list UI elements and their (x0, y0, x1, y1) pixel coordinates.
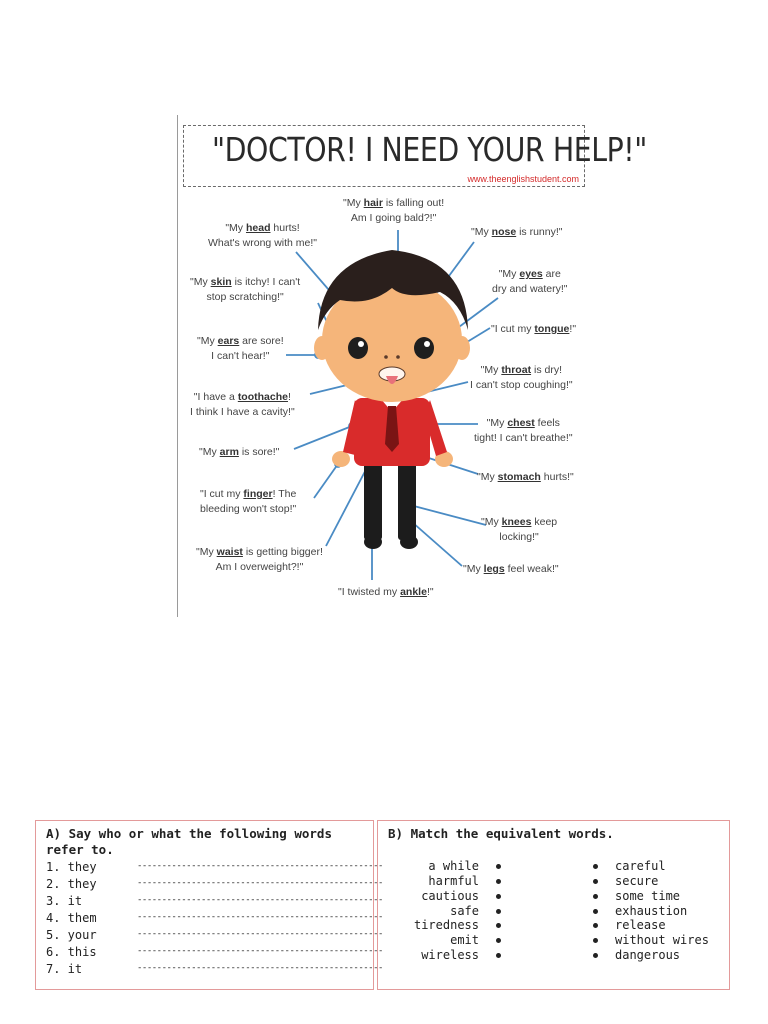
match-left-dot-3[interactable] (496, 894, 501, 899)
label-skin: "My skin is itchy! I can't stop scratching!" (190, 276, 301, 303)
exercise-a-item-1: 1. they (46, 860, 97, 874)
label-arm: "My arm is sore!" (199, 446, 280, 458)
match-right-dot-2[interactable] (593, 879, 598, 884)
match-right-word-1: careful (615, 859, 666, 873)
match-left-word-4: safe (450, 904, 479, 918)
exercise-a-item-5: 5. your (46, 928, 97, 942)
label-ankle: "I twisted my ankle!" (338, 586, 434, 598)
match-left-dot-4[interactable] (496, 909, 501, 914)
match-left-word-2: harmful (428, 874, 479, 888)
label-head: "My head hurts! What's wrong with me!" (208, 222, 318, 249)
match-right-word-3: some time (615, 889, 681, 903)
answer-blank-5[interactable]: -------------------------------------------------- (137, 929, 383, 939)
match-left-word-5: tiredness (413, 918, 479, 932)
exercise-a-item-3: 3. it (46, 894, 83, 908)
label-throat: "My throat is dry! I can't stop coughing!" (470, 364, 573, 391)
match-right-word-4: exhaustion (615, 904, 688, 918)
exercise-b-heading: B) Match the equivalent words. (388, 826, 614, 841)
match-left-dot-5[interactable] (496, 923, 501, 928)
answer-blank-6[interactable]: -------------------------------------------------- (137, 946, 383, 956)
label-chest: "My chest feels tight! I can't breathe!" (474, 417, 573, 444)
label-tongue: "I cut my tongue!" (491, 323, 577, 335)
match-left-word-6: emit (450, 933, 479, 947)
label-toothache: "I have a toothache! I think I have a cavity!" (190, 391, 295, 418)
exercise-a-item-6: 6. this (46, 945, 97, 959)
label-legs: "My legs feel weak!" (463, 563, 559, 575)
exercise-a-item-7: 7. it (46, 962, 83, 976)
label-stomach: "My stomach hurts!" (477, 471, 574, 483)
answer-blank-3[interactable]: -------------------------------------------------- (137, 895, 383, 905)
poster-website: www.theenglishstudent.com (467, 174, 579, 184)
answer-blank-7[interactable]: -------------------------------------------------- (137, 963, 383, 973)
answer-blank-2[interactable]: -------------------------------------------------- (137, 878, 383, 888)
match-left-word-7: wireless (421, 948, 479, 962)
poster-title-box (183, 125, 647, 187)
match-right-dot-6[interactable] (593, 938, 598, 943)
label-nose: "My nose is runny!" (471, 226, 563, 238)
answer-blank-1[interactable]: -------------------------------------------------- (137, 861, 383, 871)
match-left-dot-1[interactable] (496, 864, 501, 869)
match-left-dot-6[interactable] (496, 938, 501, 943)
match-left-dot-7[interactable] (496, 953, 501, 958)
match-left-word-3: cautious (421, 889, 479, 903)
exercise-a-item-2: 2. they (46, 877, 97, 891)
match-right-word-6: without wires (615, 933, 709, 947)
label-knees: "My knees keep locking!" (481, 516, 558, 543)
match-right-dot-3[interactable] (593, 894, 598, 899)
label-ears: "My ears are sore! I can't hear!" (197, 335, 284, 362)
exercise-a-box (35, 820, 383, 990)
label-finger: "I cut my finger! The bleeding won't stop!" (200, 488, 297, 515)
answer-blank-4[interactable]: -------------------------------------------------- (137, 912, 383, 922)
poster-title: "DOCTOR! I NEED YOUR HELP!" (212, 130, 647, 169)
exercise-a-heading: A) Say who or what the following words refer to. (46, 826, 332, 857)
match-right-dot-1[interactable] (593, 864, 598, 869)
label-waist: "My waist is getting bigger! Am I overweight?!" (196, 546, 323, 573)
match-right-dot-5[interactable] (593, 923, 598, 928)
match-left-word-1: a while (428, 859, 479, 873)
match-right-word-5: release (615, 918, 666, 932)
exercise-a-item-4: 4. them (46, 911, 97, 925)
match-right-word-2: secure (615, 874, 659, 888)
match-right-dot-7[interactable] (593, 953, 598, 958)
match-right-word-7: dangerous (615, 948, 681, 962)
label-hair: "My hair is falling out! Am I going bald?!" (343, 197, 445, 224)
exercise-b-box (377, 820, 730, 990)
match-left-dot-2[interactable] (496, 879, 501, 884)
label-eyes: "My eyes are dry and watery!" (492, 268, 568, 295)
match-right-dot-4[interactable] (593, 909, 598, 914)
